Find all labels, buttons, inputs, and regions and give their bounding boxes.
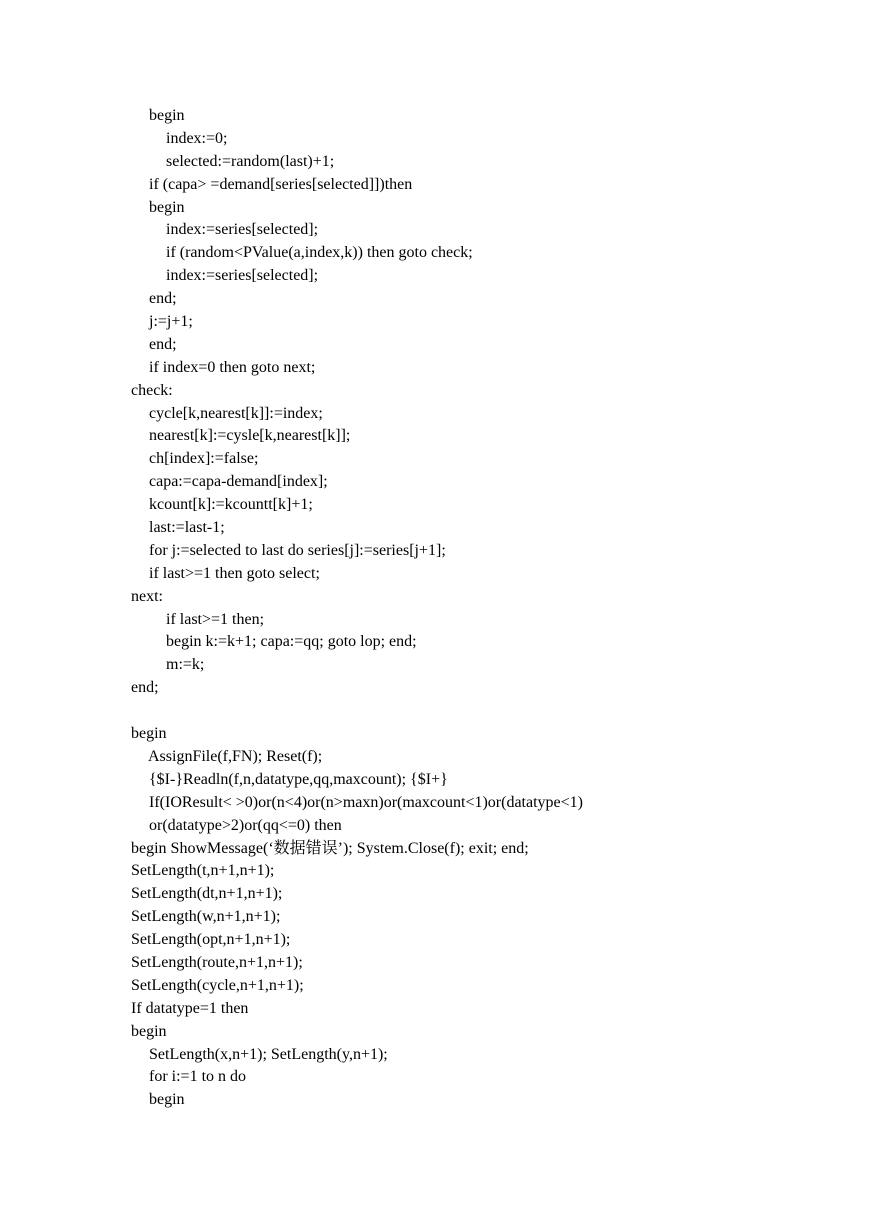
blank-line: [131, 700, 831, 723]
code-line: end;: [131, 679, 159, 697]
code-line: index:=series[selected];: [166, 221, 319, 239]
code-label: next:: [131, 587, 163, 605]
code-line: SetLength(w,n+1,n+1);: [131, 908, 281, 926]
code-line: end;: [149, 290, 177, 308]
code-line: begin: [149, 1091, 185, 1109]
code-line: capa:=capa-demand[index];: [149, 473, 328, 491]
code-line: If datatype=1 then: [131, 999, 249, 1017]
code-line: if (capa> =demand[series[selected]])then: [149, 175, 413, 193]
code-line: begin: [131, 725, 167, 743]
code-line: if (random<PValue(a,index,k)) then goto check;: [166, 244, 473, 262]
code-line: ch[index]:=false;: [149, 450, 259, 468]
code-line: begin: [131, 1022, 167, 1040]
code-line: SetLength(t,n+1,n+1);: [131, 862, 275, 880]
code-line: index:=0;: [166, 129, 228, 147]
code-listing: [131, 105, 831, 1112]
code-line: cycle[k,nearest[k]]:=index;: [149, 404, 323, 422]
code-line: if last>=1 then goto select;: [149, 564, 320, 582]
code-line: SetLength(opt,n+1,n+1);: [131, 931, 291, 949]
code-line: begin k:=k+1; capa:=qq; goto lop; end;: [166, 633, 417, 651]
code-line: if index=0 then goto next;: [149, 358, 316, 376]
code-line: m:=k;: [166, 656, 205, 674]
code-line: SetLength(cycle,n+1,n+1);: [131, 976, 304, 994]
code-label: check:: [131, 381, 173, 399]
code-line: selected:=random(last)+1;: [166, 152, 335, 170]
code-line: begin: [149, 198, 185, 216]
code-line: for i:=1 to n do: [149, 1068, 247, 1086]
code-line: kcount[k]:=kcountt[k]+1;: [149, 496, 313, 514]
code-line: or(datatype>2)or(qq<=0) then: [149, 816, 342, 834]
code-line: begin ShowMessage(‘数据错误’); System.Close(f); exit; end;: [131, 839, 529, 857]
code-line: SetLength(dt,n+1,n+1);: [131, 885, 283, 903]
code-line: j:=j+1;: [149, 313, 193, 331]
code-line: SetLength(route,n+1,n+1);: [131, 953, 303, 971]
code-line: if last>=1 then;: [166, 610, 265, 628]
code-line: SetLength(x,n+1); SetLength(y,n+1);: [149, 1045, 388, 1063]
code-line: nearest[k]:=cysle[k,nearest[k]];: [149, 427, 351, 445]
code-line: begin: [149, 107, 185, 124]
code-line: {$I-}Readln(f,n,datatype,qq,maxcount); {$I+}: [149, 770, 448, 788]
code-line: for j:=selected to last do series[j]:=series[j+1];: [149, 541, 446, 559]
code-line: If(IOResult< >0)or(n<4)or(n>maxn)or(maxcount<1)or(datatype<1): [149, 793, 583, 811]
code-line: AssignFile(f,FN); Reset(f);: [148, 747, 323, 765]
code-line: index:=series[selected];: [166, 267, 319, 285]
code-line: end;: [149, 335, 177, 353]
code-line: last:=last-1;: [149, 519, 225, 537]
